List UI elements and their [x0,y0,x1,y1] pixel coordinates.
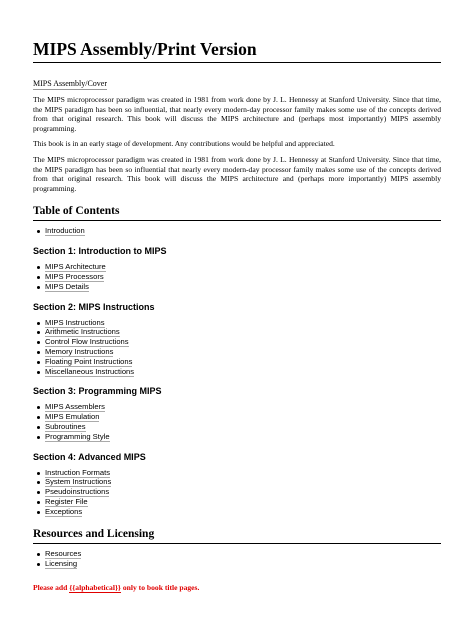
chapter-link[interactable]: Subroutines [45,421,86,431]
licensing-link[interactable]: Licensing [45,559,78,569]
chapter-link[interactable]: Register File [45,496,88,506]
list-item[interactable] [37,507,441,517]
chapter-link[interactable]: Arithmetic Instructions [45,327,120,337]
chapter-link[interactable]: Floating Point Instructions [45,356,133,366]
intro-list [33,226,441,236]
list-item[interactable] [37,327,441,337]
link-introduction[interactable]: Introduction [45,226,85,236]
list-item[interactable] [37,226,441,236]
list-item[interactable] [37,357,441,367]
chapter-link[interactable]: MIPS Instructions [45,317,105,327]
notice-text-before: Please add [33,583,70,593]
chapter-link[interactable]: System Instructions [45,477,112,487]
chapter-link[interactable]: MIPS Architecture [45,262,106,272]
intro-paragraph-1: The MIPS microprocessor paradigm was created in 1981 from work done by J. L. Hennessy at Stanford University. Since that time, the MIPS paradigm has been so influential, that nearly every modern-day processor family makes some use of the concepts derived from that original research. This book will discuss the MIPS architecture and (perhaps most importantly) MIPS assembly programming. [33,95,441,133]
resources-link[interactable]: Resources [45,549,82,559]
section-3-list [33,402,441,441]
section-2-list [33,318,441,377]
chapter-link[interactable]: Miscellaneous Instructions [45,366,135,376]
section-1-list [33,262,441,291]
chapter-link[interactable]: MIPS Details [45,281,89,291]
section-4-heading: Section 4: Advanced MIPS [33,451,146,462]
chapter-link[interactable]: Pseudoinstructions [45,487,110,497]
list-item[interactable] [37,282,441,292]
page-title: MIPS Assembly/Print Version [33,40,441,63]
chapter-link[interactable]: Programming Style [45,431,110,441]
chapter-link[interactable]: Control Flow Instructions [45,337,129,347]
list-item[interactable] [37,272,441,282]
list-item[interactable] [37,367,441,377]
list-item[interactable] [37,497,441,507]
list-item[interactable] [37,559,441,569]
chapter-link[interactable]: Exceptions [45,506,83,516]
section-3-heading: Section 3: Programming MIPS [33,386,162,397]
list-item[interactable] [37,487,441,497]
list-item[interactable] [37,549,441,559]
template-notice [33,583,441,593]
list-item[interactable] [37,422,441,432]
list-item[interactable] [37,412,441,422]
list-item[interactable] [37,262,441,272]
list-item[interactable] [37,432,441,442]
notice-text-after: only to book title pages. [120,583,200,593]
chapter-link[interactable]: Instruction Formats [45,467,110,477]
resources-heading: Resources and Licensing [33,528,441,544]
chapter-link[interactable]: MIPS Emulation [45,412,100,422]
chapter-link[interactable]: MIPS Assemblers [45,402,105,412]
list-item[interactable] [37,337,441,347]
cover-link[interactable]: MIPS Assembly/Cover [33,79,108,88]
section-2-heading: Section 2: MIPS Instructions [33,301,155,312]
alphabetical-template-link[interactable]: {{alphabetical}} [69,583,121,593]
toc-heading: Table of Contents [33,205,441,221]
list-item[interactable] [37,347,441,357]
page-content [33,40,441,593]
list-item[interactable] [37,468,441,478]
chapter-link[interactable]: Memory Instructions [45,346,114,356]
list-item[interactable] [37,318,441,328]
list-item[interactable] [37,402,441,412]
list-item[interactable] [37,477,441,487]
section-1-heading: Section 1: Introduction to MIPS [33,246,167,257]
intro-paragraph-2: This book is in an early stage of development. Any contributions would be helpful and appreciated. [33,139,335,149]
chapter-link[interactable]: MIPS Processors [45,271,104,281]
resources-list [33,549,441,569]
section-4-list [33,468,441,517]
intro-paragraph-3: The MIPS microprocessor paradigm was created in 1981 from work done by J. L. Hennessy at Stanford University. Since that time, the MIPS paradigm has been so influential that nearly every modern-day processor family makes some use of the concepts derived from that original research. This book will discuss the MIPS architecture and (perhaps more importantly) MIPS assembly programming. [33,154,441,193]
